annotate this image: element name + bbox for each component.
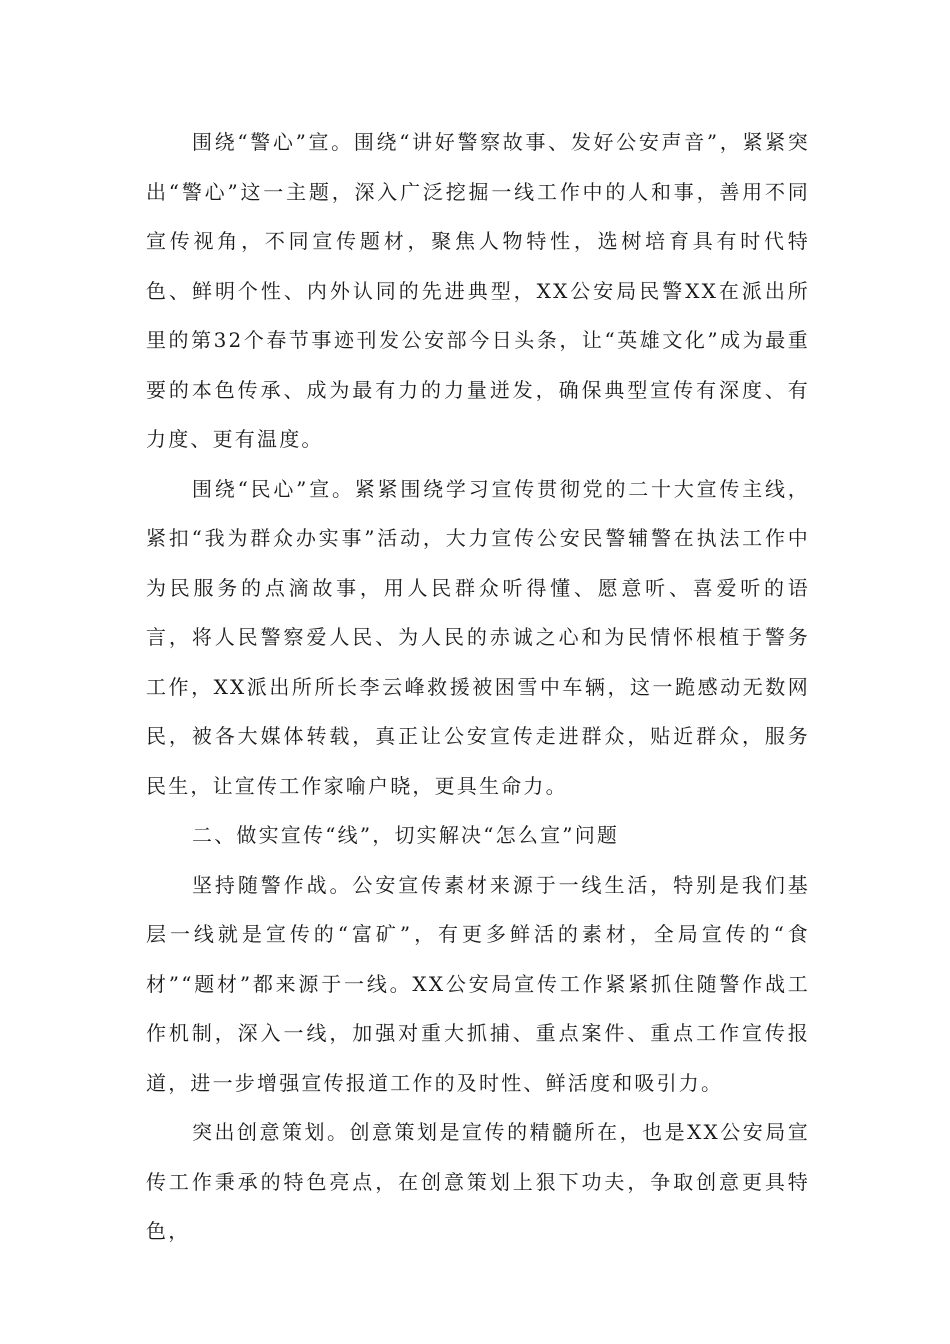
paragraph-police-heart: 围绕“警心”宣。围绕“讲好警察故事、发好公安声音”，紧紧突出“警心”这一主题，深入广泛挖掘一线工作中的人和事，善用不同宣传视角，不同宣传题材，聚焦人物特性，选树培育具有时代特色、鲜明个性、内外认同的先进典型，XX公安局民警XX在派出所里的第32个春节事迹刊发公安部今日头条，让“英雄文化”成为最重要的本色传承、成为最有力的力量迸发，确保典型宣传有深度、有力度、更有温度。 (146, 130, 810, 451)
paragraph-people-heart: 围绕“民心”宣。紧紧围绕学习宣传贯彻党的二十大宣传主线，紧扣“我为群众办实事”活动，大力宣传公安民警辅警在执法工作中为民服务的点滴故事，用人民群众听得懂、愿意听、喜爱听的语言，将人民警察爱人民、为人民的赤诚之心和为民情怀根植于警务工作，XX派出所所长李云峰救援被困雪中车辆，这一跪感动无数网民，被各大媒体转载，真正让公安宣传走进群众，贴近群众，服务民生，让宣传工作家喻户晓，更具生命力。 (146, 476, 810, 798)
section-heading-2: 二、做实宣传“线”，切实解决“怎么宣”问题 (192, 823, 620, 847)
document-body (146, 118, 810, 1257)
paragraph-follow-police: 坚持随警作战。公安宣传素材来源于一线生活，特别是我们基层一线就是宣传的“富矿”，有更多鲜活的素材，全局宣传的“食材”“题材”都来源于一线。XX公安局宣传工作紧紧抓住随警作战工作机制，深入一线，加强对重大抓捕、重点案件、重点工作宣传报道，进一步增强宣传报道工作的及时性、鲜活度和吸引力。 (146, 872, 810, 1095)
paragraph-creative-planning: 突出创意策划。创意策划是宣传的精髓所在，也是XX公安局宣传工作秉承的特色亮点，在创意策划上狠下功夫，争取创意更具特色， (146, 1120, 810, 1243)
